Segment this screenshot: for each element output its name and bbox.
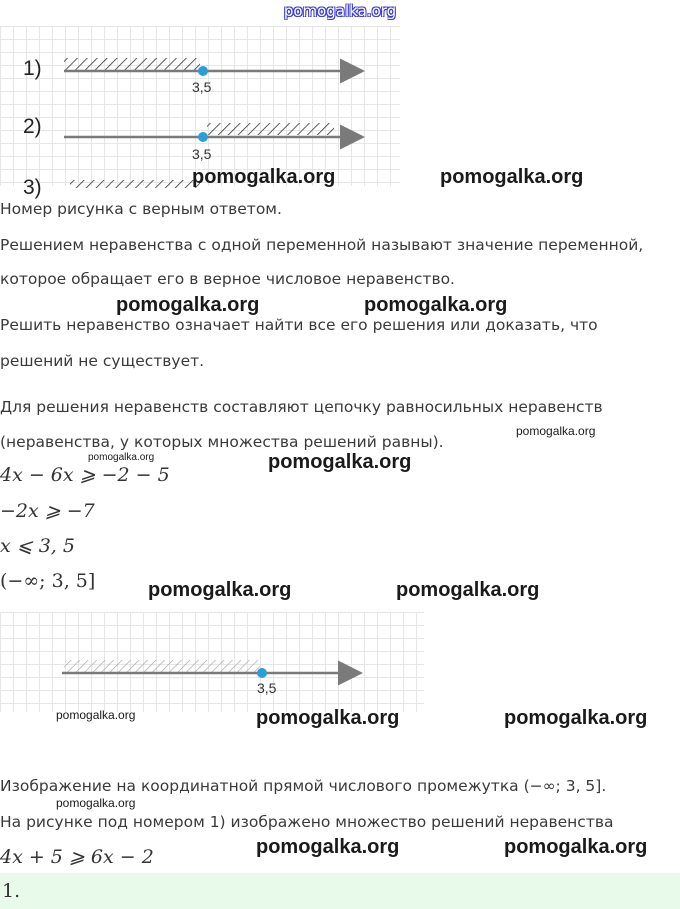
solution-point bbox=[257, 668, 267, 678]
chain-line-2: (неравенства, у которых множества решений равны). bbox=[0, 433, 444, 451]
watermark: pomogalka.org bbox=[440, 166, 584, 188]
chain-line-1: Для решения неравенств составляют цепочку равносильных неравенств bbox=[0, 398, 603, 416]
option1-number: 1) bbox=[23, 57, 42, 80]
solution-point-label: 3,5 bbox=[257, 680, 277, 696]
watermark: pomogalka.org bbox=[504, 707, 648, 729]
caption: Номер рисунка с верным ответом. bbox=[0, 200, 282, 218]
watermark-small: pomogalka.org bbox=[56, 796, 136, 810]
answer-box bbox=[0, 873, 680, 909]
figure-options bbox=[0, 26, 400, 199]
watermark-small: pomogalka.org bbox=[516, 424, 596, 438]
watermark: pomogalka.org bbox=[364, 294, 508, 316]
watermark: pomogalka.org bbox=[192, 166, 336, 188]
option3-number: 3) bbox=[23, 176, 42, 199]
figure-solution bbox=[0, 612, 424, 712]
option2-point-label: 3,5 bbox=[192, 146, 212, 162]
figure-solution-svg bbox=[0, 612, 424, 712]
watermark: pomogalka.org bbox=[504, 836, 648, 858]
solve-line-2: решений не существует. bbox=[0, 352, 205, 370]
watermark: pomogalka.org bbox=[148, 579, 292, 601]
solve-line-1: Решить неравенство означает найти все его решения или доказать, что bbox=[0, 316, 598, 334]
definition-line-2: которое обращает его в верное числовое неравенство. bbox=[0, 270, 455, 288]
inequality: 4x + 5 ⩾ 6x − 2 bbox=[0, 846, 154, 868]
watermark: pomogalka.org bbox=[116, 294, 260, 316]
step-2: −2x ⩾ −7 bbox=[0, 500, 95, 522]
option1-point-label: 3,5 bbox=[192, 79, 212, 95]
solution-hatch bbox=[64, 660, 260, 672]
step-1: 4x − 6x ⩾ −2 − 5 bbox=[0, 464, 170, 486]
site-watermark-top: pomogalka.org bbox=[283, 2, 397, 20]
watermark: pomogalka.org bbox=[268, 451, 412, 473]
option2-number: 2) bbox=[23, 115, 42, 138]
watermark-small: pomogalka.org bbox=[88, 452, 155, 463]
watermark: pomogalka.org bbox=[256, 707, 400, 729]
watermark: pomogalka.org bbox=[256, 836, 400, 858]
option1-point bbox=[198, 66, 208, 76]
option3-hatch bbox=[70, 180, 200, 188]
definition-line-1: Решением неравенства с одной переменной называют значение переменной, bbox=[0, 236, 644, 254]
option2-point bbox=[198, 132, 208, 142]
watermark: pomogalka.org bbox=[396, 579, 540, 601]
option1-hatch bbox=[64, 58, 200, 70]
figure-options-svg bbox=[0, 26, 400, 199]
figure-line: На рисунке под номером 1) изображено множество решений неравенства bbox=[0, 813, 614, 831]
option2-hatch bbox=[207, 123, 334, 135]
watermark-small: pomogalka.org bbox=[56, 708, 136, 722]
step-3: x ⩽ 3, 5 bbox=[0, 535, 75, 557]
image-line: Изображение на координатной прямой числового промежутка (−∞; 3, 5]. bbox=[0, 777, 607, 795]
answer: 1. bbox=[2, 880, 21, 902]
interval: (−∞; 3, 5] bbox=[0, 570, 96, 592]
